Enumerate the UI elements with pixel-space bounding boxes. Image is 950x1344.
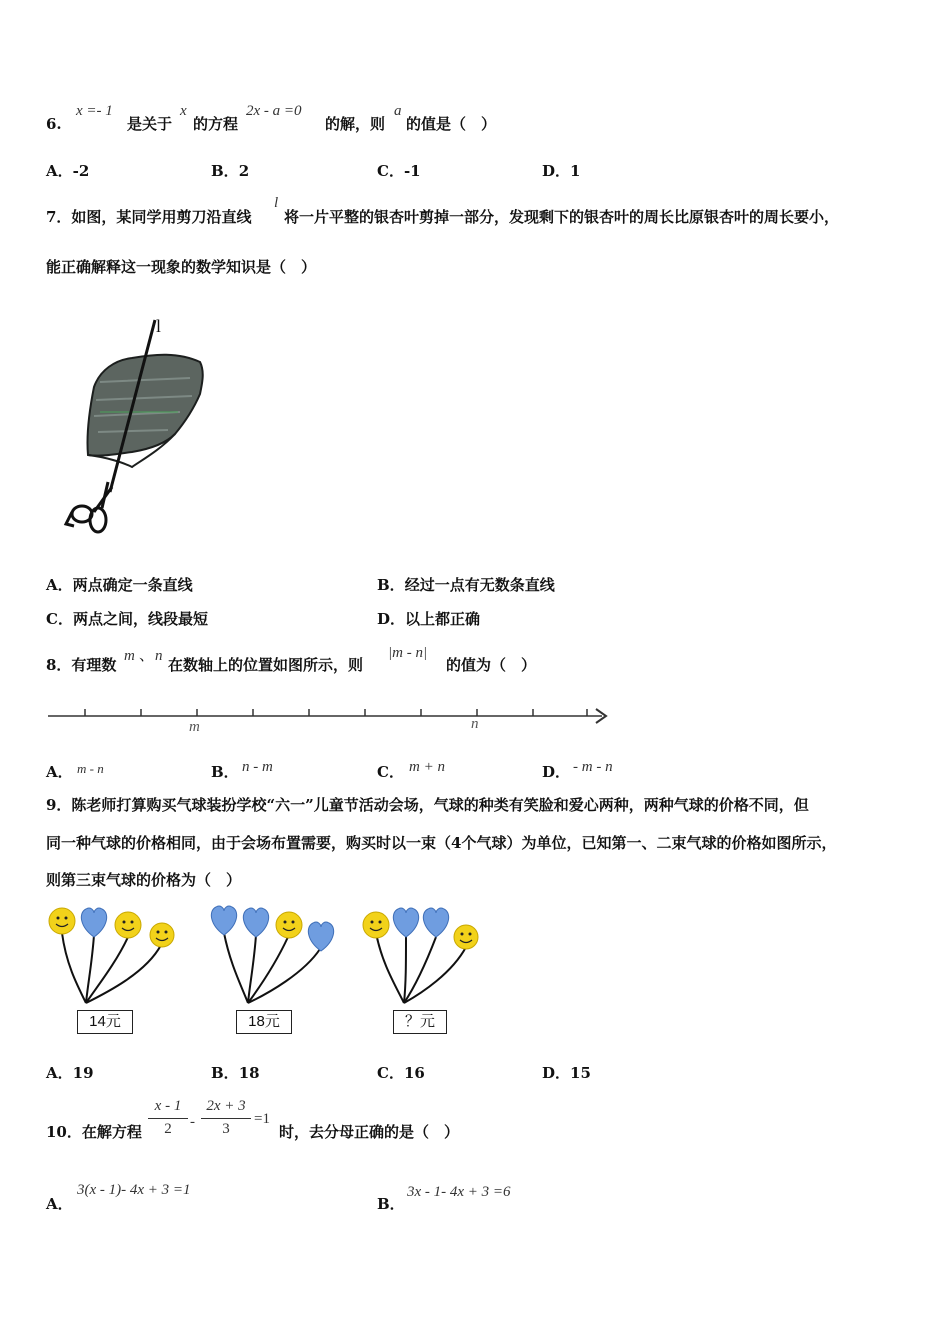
q9-option-a[interactable] <box>46 1066 94 1081</box>
q6-option-b[interactable] <box>211 164 249 179</box>
heart-balloon-icon <box>423 908 448 937</box>
q6-text-3: 的解，则 <box>325 115 386 133</box>
q7-option-a[interactable] <box>46 578 193 593</box>
q10-equals-one: =1 <box>254 1111 270 1127</box>
option-text: -1 <box>403 162 421 180</box>
q8-option-b[interactable] <box>211 765 239 780</box>
number-line <box>46 700 616 740</box>
option-letter: B． <box>377 576 405 594</box>
q8-option-b-math: n - m <box>242 759 273 775</box>
q8-option-a[interactable] <box>46 765 73 780</box>
option-letter: A． <box>46 576 73 594</box>
option-text: 两点确定一条直线 <box>72 576 193 594</box>
option-text: 以上都正确 <box>405 610 481 628</box>
q8-option-c-math: m + n <box>409 759 445 775</box>
q6-text-2: 的方程 <box>193 115 239 133</box>
q8-text-2: 在数轴上的位置如图所示，则 <box>168 656 364 674</box>
option-text: 1 <box>570 162 581 180</box>
q7-math-l: l <box>274 195 279 211</box>
option-text: 2 <box>238 162 250 180</box>
q10-option-a[interactable] <box>46 1197 73 1212</box>
option-letter: B． <box>377 1195 405 1213</box>
q8-option-c[interactable] <box>377 765 404 780</box>
q6-math-equation: 2x - a =0 <box>246 103 302 119</box>
q10-text-2: 时，去分母正确的是（ ） <box>279 1123 460 1141</box>
fraction-2-denominator: 3 <box>222 1121 230 1137</box>
bunch-2-price: 18元 <box>236 1010 292 1034</box>
q9-text-2: 同一种气球的价格相同，由于会场布置需要，购买时以一束（4个气球）为单位，已知第一、二束气球的价格如图所示， <box>46 834 837 852</box>
fraction-2 <box>201 1099 251 1137</box>
option-letter: D． <box>542 763 571 781</box>
option-letter: D． <box>377 610 406 628</box>
q8-option-d-math: - m - n <box>573 759 613 775</box>
q8-option-a-math: m - n <box>77 761 104 776</box>
fraction-2-numerator: 2x + 3 <box>206 1098 246 1114</box>
q10-option-a-math: 3(x - 1)- 4x + 3 =1 <box>77 1182 191 1198</box>
q6-math-x-eq: x =- 1 <box>76 103 113 119</box>
smiley-balloon-icon <box>363 912 389 938</box>
fraction-1-denominator: 2 <box>164 1121 172 1137</box>
option-text: -2 <box>72 162 90 180</box>
q7-option-d[interactable] <box>377 612 480 627</box>
q6-text-1: 是关于 <box>127 115 173 133</box>
fraction-bar <box>148 1118 188 1119</box>
q10-minus: - <box>190 1114 195 1130</box>
number-line-label-n: n <box>471 716 479 732</box>
ginkgo-leaf-shape <box>87 355 202 456</box>
bunch-3-price: ？元 <box>393 1010 447 1034</box>
option-letter: B． <box>211 1064 239 1082</box>
option-letter: B． <box>211 162 239 180</box>
heart-balloon-icon <box>393 908 418 937</box>
q8-text-3: 的值为（ ） <box>446 656 537 674</box>
option-letter: A． <box>46 763 73 781</box>
q7-option-b[interactable] <box>377 578 555 593</box>
q9-option-c[interactable] <box>377 1066 425 1081</box>
smiley-balloon-icon <box>49 908 75 934</box>
q7-text-3: 能正确解释这一现象的数学知识是（ ） <box>46 258 317 276</box>
smiley-balloon-icon <box>276 912 302 938</box>
q8-text-1: 8．有理数 <box>46 656 117 674</box>
fraction-1-numerator: x - 1 <box>154 1098 182 1114</box>
q6-option-d[interactable] <box>542 164 580 179</box>
option-text: 18 <box>238 1064 260 1082</box>
fraction-bar <box>201 1118 251 1119</box>
q8-math-n: n <box>155 648 163 664</box>
q6-math-x: x <box>180 103 187 119</box>
q6-option-a[interactable] <box>46 164 89 179</box>
fraction-1 <box>148 1099 188 1137</box>
option-text: 两点之间，线段最短 <box>72 610 208 628</box>
option-letter: D． <box>542 1064 571 1082</box>
smiley-balloon-icon <box>454 925 478 949</box>
q8-option-d[interactable] <box>542 765 570 780</box>
option-letter: D． <box>542 162 571 180</box>
q9-option-b[interactable] <box>211 1066 260 1081</box>
heart-balloon-icon <box>211 906 236 935</box>
q8-math-abs: |m - n| <box>388 645 428 661</box>
ginkgo-leaf-figure <box>60 312 220 537</box>
smiley-balloon-icon <box>115 912 141 938</box>
option-text: 19 <box>72 1064 94 1082</box>
q8-math-m: m <box>124 648 135 664</box>
q9-text-3: 则第三束气球的价格为（ ） <box>46 871 242 889</box>
q8-separator: 、 <box>139 646 155 664</box>
q6-math-a: a <box>394 103 402 119</box>
q6-number: 6. <box>46 115 62 133</box>
heart-balloon-icon <box>243 908 268 937</box>
q6-option-c[interactable] <box>377 164 421 179</box>
number-line-label-m: m <box>189 719 200 735</box>
option-letter: C． <box>46 610 73 628</box>
heart-balloon-icon <box>308 922 333 951</box>
option-letter: A． <box>46 1195 73 1213</box>
option-text: 经过一点有无数条直线 <box>404 576 555 594</box>
q6-text-4: 的值是（ ） <box>406 115 497 133</box>
q10-option-b-math: 3x - 1- 4x + 3 =6 <box>407 1184 511 1200</box>
option-letter: C． <box>377 763 404 781</box>
option-text: 16 <box>403 1064 425 1082</box>
q9-text-1: 9．陈老师打算购买气球装扮学校“六一”儿童节活动会场，气球的种类有笑脸和爱心两种，两种气球的价格不同，但 <box>46 796 809 814</box>
bunch-1-price: 14元 <box>77 1010 133 1034</box>
q7-option-c[interactable] <box>46 612 208 627</box>
option-letter: C． <box>377 1064 404 1082</box>
q10-text-1: 10．在解方程 <box>46 1123 142 1141</box>
smiley-balloon-icon <box>150 923 174 947</box>
line-l-label: l <box>156 316 162 336</box>
q9-option-d[interactable] <box>542 1066 591 1081</box>
q10-option-b[interactable] <box>377 1197 405 1212</box>
q7-text-2: 将一片平整的银杏叶剪掉一部分，发现剩下的银杏叶的周长比原银杏叶的周长要小， <box>284 208 840 226</box>
q7-text-1: 7．如图，某同学用剪刀沿直线 <box>46 208 252 226</box>
option-letter: C． <box>377 162 404 180</box>
option-letter: A． <box>46 1064 73 1082</box>
option-letter: B． <box>211 763 239 781</box>
option-letter: A． <box>46 162 73 180</box>
option-text: 15 <box>570 1064 591 1082</box>
heart-balloon-icon <box>81 908 106 937</box>
scissors-icon <box>66 482 112 532</box>
